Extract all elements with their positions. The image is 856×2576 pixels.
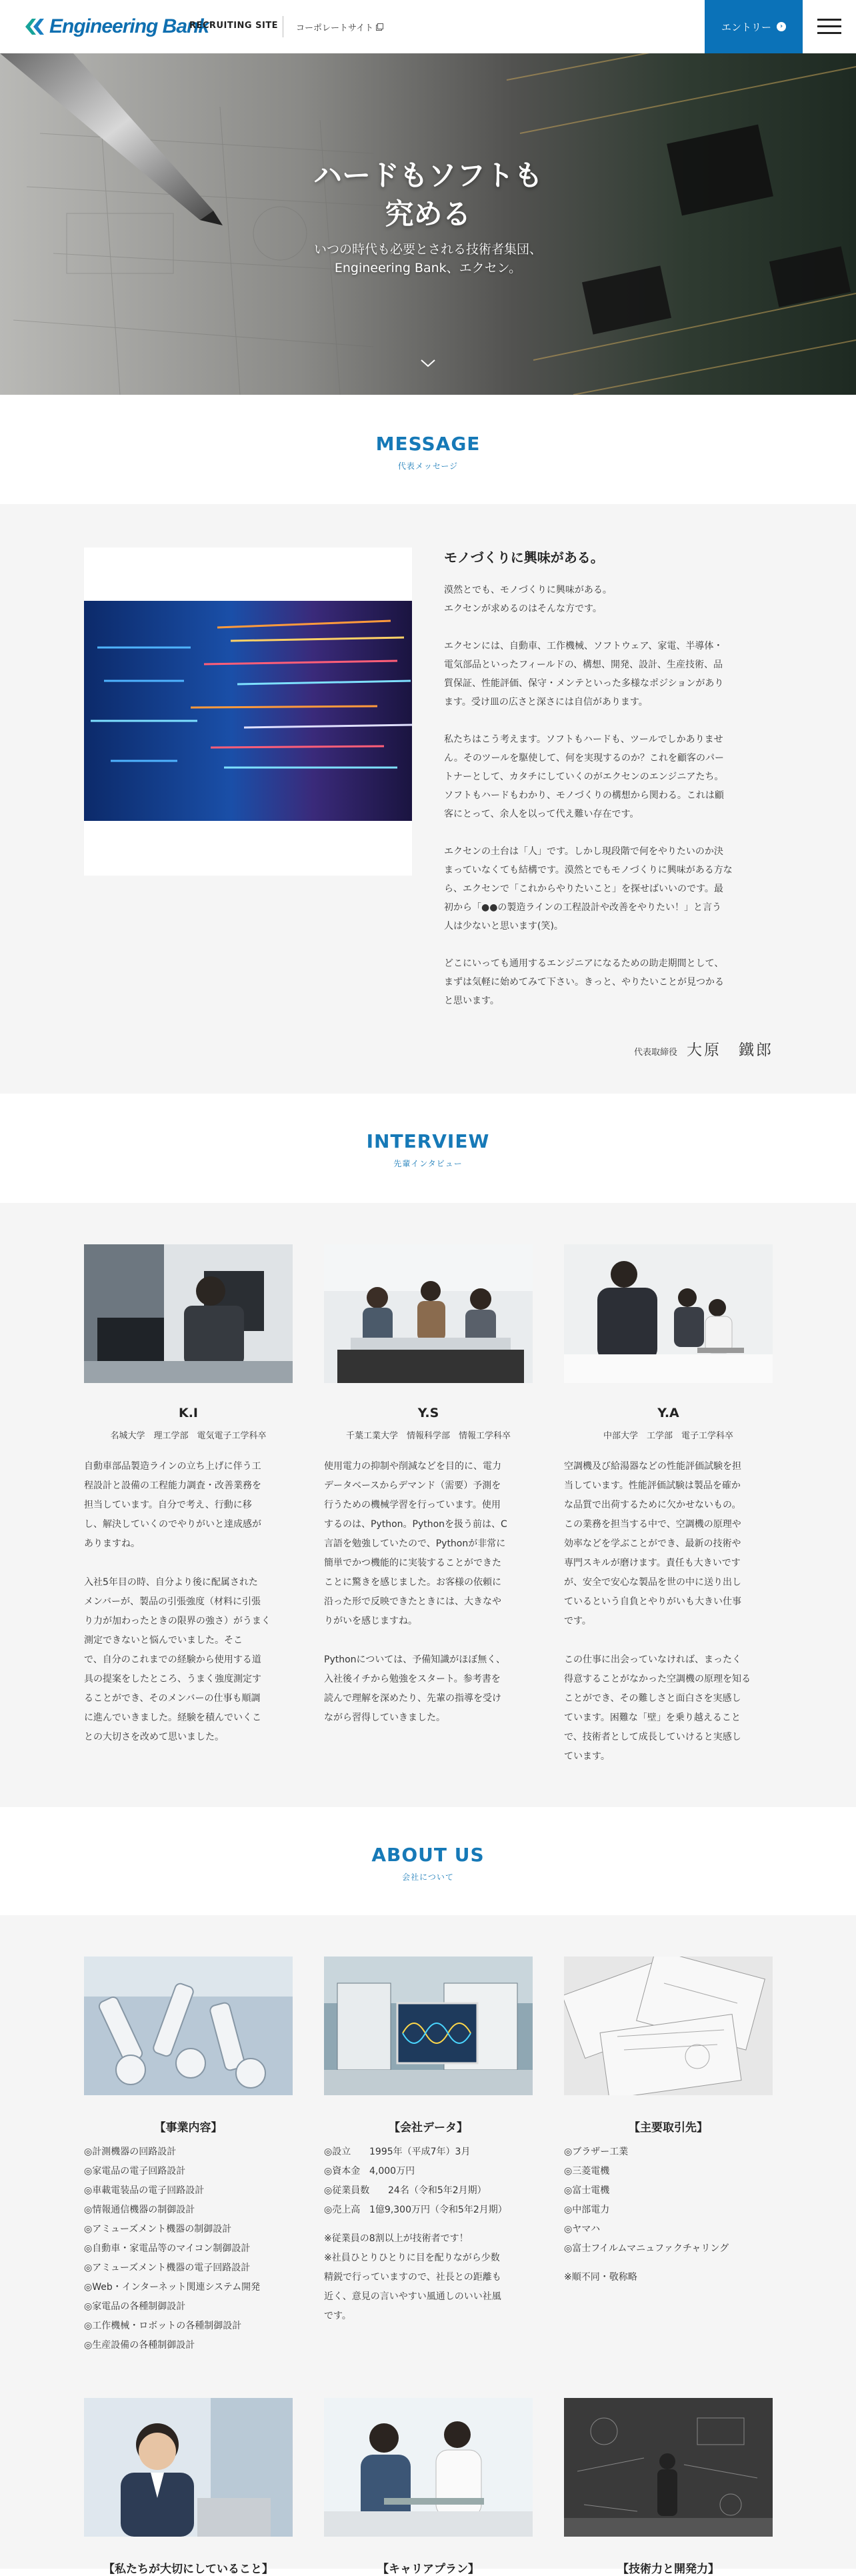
message-line: 私たちはこう考えます。ソフトもハードも、ツールでしかありませ <box>444 734 723 745</box>
business-item: ◎計測機器の回路設計 <box>84 2147 177 2157</box>
message-paragraph <box>444 730 773 824</box>
logo-mark-icon <box>24 17 47 37</box>
site-label: RECRUITING SITE <box>189 21 279 31</box>
message-line: ソフトもハードもわかり、モノづくりの構想から関わる。これは顧 <box>444 790 724 801</box>
interview-line: な品質で出荷するために欠かせないもの。 <box>564 1500 741 1510</box>
clients-photo <box>564 1957 773 2095</box>
interview-line: ことに驚きを感じました。お客様の依頼に <box>324 1577 501 1588</box>
message-line: エクセンが求めるのはそんな方です。 <box>444 603 602 614</box>
business-item: ◎車載電装品の電子回路設計 <box>84 2185 205 2196</box>
business-item: ◎アミューズメント機器の制御設計 <box>84 2224 232 2235</box>
interview-line: りがいを感じますね。 <box>324 1616 417 1626</box>
client-item: ◎ヤマハ <box>564 2224 601 2235</box>
clients-note: ※順不同・敬称略 <box>564 2272 637 2283</box>
corporate-site-label: コーポレートサイト <box>296 23 374 33</box>
company-data-value: 1億9,300万円（令和5年2月期） <box>369 2205 507 2215</box>
hero-title-line1: ハードもソフトも <box>313 159 543 193</box>
company-data-key: ◎資本金 <box>324 2166 361 2177</box>
company-data-title: 【会社データ】 <box>389 2121 468 2135</box>
message-line: 電気部品といったフィールドの、構想、開発、設計、生産技術、品 <box>444 660 723 670</box>
interview-line: ているという自負とやりがいも大きい仕事 <box>564 1596 741 1607</box>
interview-line: 担当しています。自分で考え、行動に移 <box>84 1500 252 1510</box>
company-photo <box>324 1957 533 2095</box>
message-line: 漠然とでも、モノづくりに興味がある。 <box>444 585 612 595</box>
message-paragraph <box>444 954 773 1010</box>
company-note-line: ※従業員の8割以上が技術者です！ <box>324 2233 469 2244</box>
interview-line: ることができ、そのメンバーの仕事も順調 <box>84 1693 261 1704</box>
company-data-row <box>324 2162 533 2181</box>
chevron-down-icon[interactable] <box>420 355 436 371</box>
interview-line: 空調機及び給湯器などの性能評価試験を担 <box>564 1461 741 1472</box>
business-item: ◎生産設備の各種制御設計 <box>84 2340 195 2351</box>
message-line: まっていなくても結構です。漠然とでもモノづくりに興味がある方な <box>444 865 733 876</box>
interview-line: ています。 <box>564 1751 610 1762</box>
interview-name: K.I <box>178 1406 198 1420</box>
hero-section <box>0 53 856 395</box>
interview-text <box>324 1457 533 1728</box>
interview-line: データベースからデマンド（需要）予測を <box>324 1480 501 1491</box>
interview-line: 得意することがなかった空調機の原理を知る <box>564 1674 751 1684</box>
signature-name: 大原 鐵郎 <box>687 1042 773 1059</box>
external-link-icon <box>376 23 383 31</box>
logo-text: Engineering Bank <box>49 15 209 37</box>
interview-school: 中部大学 工学部 電子工学科卒 <box>603 1431 733 1441</box>
interview-line: です。 <box>564 1616 591 1626</box>
business-card <box>84 1957 293 2355</box>
client-item: ◎ブラザー工業 <box>564 2147 629 2157</box>
business-item: ◎Web・インターネット関連システム開発 <box>84 2282 261 2293</box>
company-data-value: 1995年（平成7年）3月 <box>369 2147 471 2157</box>
entry-button[interactable] <box>705 0 803 53</box>
message-heading-ja: 代表メッセージ <box>397 461 459 471</box>
interview-paragraph <box>324 1457 533 1631</box>
interview-line: 沿った形で反映できたときには、大きなや <box>324 1596 501 1607</box>
company-data-card <box>324 1957 533 2326</box>
company-data-value: 4,000万円 <box>369 2166 415 2177</box>
clients-list <box>564 2143 773 2259</box>
about-heading-en: ABOUT US <box>371 1844 485 1866</box>
interview-paragraph <box>564 1457 773 1631</box>
entry-label: エントリー <box>721 21 771 33</box>
business-item: ◎自動車・家電品等のマイコン制御設計 <box>84 2243 251 2254</box>
message-signature <box>444 1038 773 1060</box>
business-item: ◎家電品の電子回路設計 <box>84 2166 186 2177</box>
interview-line: ながら習得していきました。 <box>324 1712 445 1723</box>
message-line: ら、エクセンで「これからやりたいこと」を探せばいいのです。最 <box>444 884 723 894</box>
message-line: と思います。 <box>444 996 499 1006</box>
interview-line: で、自分のこれまでの経験から使用する道 <box>84 1654 261 1665</box>
interview-line: が、安全で安心な製品を世の中に送り出し <box>564 1577 741 1588</box>
company-data-row <box>324 2181 533 2201</box>
interview-line: 測定できないと悩んでいました。そこ <box>84 1635 243 1646</box>
interview-photo <box>564 1244 773 1383</box>
company-data-key: ◎設立 <box>324 2147 351 2157</box>
interview-line: り力が加わったときの限界の強さ）がうまく <box>84 1616 271 1626</box>
tech-title: 【技術力と開発力】 <box>617 2563 719 2576</box>
hero-sub-line1: いつの時代も必要とされる技術者集団、 <box>313 242 542 257</box>
hamburger-icon <box>817 19 841 21</box>
interview-card[interactable] <box>84 1244 293 1766</box>
values-card[interactable] <box>84 2398 293 2576</box>
company-note-line: 精鋭で行っていますので、社長との距離も <box>324 2272 501 2283</box>
company-data-row <box>324 2143 533 2162</box>
interview-line: 使用電力の抑制や削減などを目的に、電力 <box>324 1461 501 1472</box>
interview-line: し、解決していくのでやりがいと達成感が <box>84 1519 261 1530</box>
hero-title-line2: 究める <box>385 198 471 231</box>
career-plan-title: 【キャリアプラン】 <box>377 2563 479 2576</box>
interview-line: ことができ、その難しさと面白さを実感し <box>564 1693 741 1704</box>
signature-role: 代表取締役 <box>633 1048 677 1058</box>
business-list <box>84 2143 293 2355</box>
interview-line: 効率などを学ぶことができ、最新の技術や <box>564 1538 741 1549</box>
message-line: どこにいっても通用するエンジニアになるための助走期間として、 <box>444 958 724 969</box>
career-plan-card[interactable] <box>324 2398 533 2576</box>
interview-heading <box>0 1130 856 1169</box>
business-item: ◎アミューズメント機器の電子回路設計 <box>84 2263 251 2273</box>
interview-line: 入社後イチから勉強をスタート。参考書を <box>324 1674 501 1684</box>
about-heading <box>0 1843 856 1882</box>
company-data-list <box>324 2143 533 2220</box>
message-line: トナーとして、カタチにしていくのがエクセンのエンジニアたち。 <box>444 772 724 782</box>
corporate-site-link[interactable] <box>296 21 383 33</box>
company-note-line: です。 <box>324 2311 351 2321</box>
interview-line: ています。困難な「壁」を乗り越えること <box>564 1712 741 1723</box>
logo[interactable] <box>24 15 209 39</box>
interview-line: Pythonについては、予備知識がほぼ無く、 <box>324 1654 505 1665</box>
message-line: エクセンの土台は「人」です。しかし現段階で何をやりたいのか決 <box>444 846 723 857</box>
business-item: ◎工作機械・ロボットの各種制御設計 <box>84 2321 242 2331</box>
message-body <box>444 547 773 1029</box>
message-paragraph <box>444 581 773 618</box>
interview-line: この業務を担当する中で、空調機の原理や <box>564 1519 741 1530</box>
company-data-row <box>324 2201 533 2220</box>
message-line: 客にとって、余人を以って代え難い存在です。 <box>444 809 639 820</box>
business-item: ◎家電品の各種制御設計 <box>84 2301 186 2312</box>
site-header <box>0 0 856 53</box>
message-line: ん。そのツールを駆使して、何を実現するのか？これを顧客のパー <box>444 753 724 764</box>
interview-paragraph <box>324 1650 533 1728</box>
message-image <box>84 547 412 876</box>
interview-line: 程設計と設備の工程能力調査・改善業務を <box>84 1480 261 1491</box>
interview-line: で、技術者として成長していけると実感し <box>564 1732 741 1742</box>
interview-photo <box>84 1244 293 1383</box>
hero-sub-line2: Engineering Bank、エクセン。 <box>334 261 522 275</box>
message-paragraph <box>444 842 773 936</box>
interview-line: ありますね。 <box>84 1538 140 1549</box>
interview-text <box>564 1457 773 1766</box>
business-item: ◎情報通信機器の制御設計 <box>84 2205 195 2215</box>
hamburger-icon-bar <box>817 32 841 34</box>
message-line: ます。受け皿の広さと深さには自信があります。 <box>444 697 648 708</box>
interview-paragraph <box>84 1457 293 1554</box>
message-line: 人は少ないと思います(笑)。 <box>444 921 563 932</box>
interview-line: 具の提案をしたところ、うまく強度測定す <box>84 1674 261 1684</box>
interview-school: 千葉工業大学 情報科学部 情報工学科卒 <box>345 1431 511 1441</box>
company-data-value: 24名（令和5年2月期） <box>388 2185 487 2196</box>
hero-subtitle <box>0 240 856 277</box>
message-title: モノづくりに興味がある。 <box>444 549 604 565</box>
interview-school: 名城大学 理工学部 電気電子工学科卒 <box>110 1431 267 1441</box>
interview-line: 行うための機械学習を行っています。使用 <box>324 1500 501 1510</box>
interview-line: 言語を勉強していたので、Pythonが非常に <box>324 1538 506 1549</box>
company-data-key: ◎従業員数 <box>324 2185 370 2196</box>
message-heading <box>0 432 856 471</box>
interview-line: 入社5年目の時、自分より後に配属された <box>84 1577 258 1588</box>
clients-title: 【主要取引先】 <box>629 2121 708 2135</box>
interview-photo <box>324 1244 533 1383</box>
message-line: 質保証、性能評価、保守・メンテといった多様なポジションがあり <box>444 678 724 689</box>
company-note-line: 近く、意見の言いやすい風通しのいい社風 <box>324 2291 501 2302</box>
tech-photo <box>564 2398 773 2537</box>
client-item: ◎中部電力 <box>564 2205 610 2215</box>
business-title: 【事業内容】 <box>154 2121 223 2135</box>
interview-line: 読んで理解を深めたり、先輩の指導を受け <box>324 1693 501 1704</box>
interview-name: Y.A <box>657 1406 679 1420</box>
interview-heading-ja: 先輩インタビュー <box>393 1159 463 1168</box>
interview-heading-en: INTERVIEW <box>366 1130 490 1152</box>
interview-line: するのは、Python。Pythonを扱う前は、C <box>324 1519 507 1530</box>
company-data-note <box>324 2229 533 2326</box>
message-line: まずは気軽に始めてみて下さい。きっと、やりたいことが見つかる <box>444 977 724 988</box>
arrow-right-circle-icon: › <box>777 22 786 31</box>
menu-button[interactable] <box>803 0 856 53</box>
interview-line: メンバーが、製品の引張強度（材料に引張 <box>84 1596 261 1607</box>
interview-line: この仕事に出会っていなければ、まったく <box>564 1654 741 1665</box>
client-item: ◎富士フイルムマニュファクチャリング <box>564 2243 729 2254</box>
client-item: ◎三菱電機 <box>564 2166 610 2177</box>
interview-line: に進んでいきました。経験を積んでいくこ <box>84 1712 261 1723</box>
interview-paragraph <box>84 1573 293 1747</box>
interview-text <box>84 1457 293 1747</box>
interview-line: 専門スキルが磨けます。責任も大きいです <box>564 1558 741 1568</box>
business-photo <box>84 1957 293 2095</box>
interview-card[interactable] <box>564 1244 773 1786</box>
interview-line: との大切さを改めて思いました。 <box>84 1732 224 1742</box>
interview-card[interactable] <box>324 1244 533 1747</box>
hero-title <box>0 157 856 234</box>
company-note-line: ※社員ひとりひとりに目を配りながら少数 <box>324 2253 500 2263</box>
message-heading-en: MESSAGE <box>375 433 481 455</box>
interview-line: 当しています。性能評価試験は製品を確か <box>564 1480 741 1491</box>
clients-card <box>564 1957 773 2287</box>
values-photo <box>84 2398 293 2537</box>
message-line: 初から「●●の製造ラインの工程設計や改善をやりたい！」と言う <box>444 902 722 913</box>
message-line: エクセンには、自動車、工作機械、ソフトウェア、家電、半導体・ <box>444 641 723 652</box>
interview-line: 簡単でかつ機能的に実装することができた <box>324 1558 501 1568</box>
tech-card[interactable] <box>564 2398 773 2576</box>
company-data-key: ◎売上高 <box>324 2205 361 2215</box>
interview-paragraph <box>564 1650 773 1766</box>
interview-name: Y.S <box>417 1406 439 1420</box>
interview-line: 自動車部品製造ラインの立ち上げに伴う工 <box>84 1461 261 1472</box>
about-heading-ja: 会社について <box>402 1872 454 1882</box>
client-item: ◎富士電機 <box>564 2185 610 2196</box>
career-plan-photo <box>324 2398 533 2537</box>
hamburger-icon-bar <box>817 25 841 27</box>
values-title: 【私たちが大切にしていること】 <box>103 2563 273 2576</box>
message-paragraph <box>444 637 773 712</box>
